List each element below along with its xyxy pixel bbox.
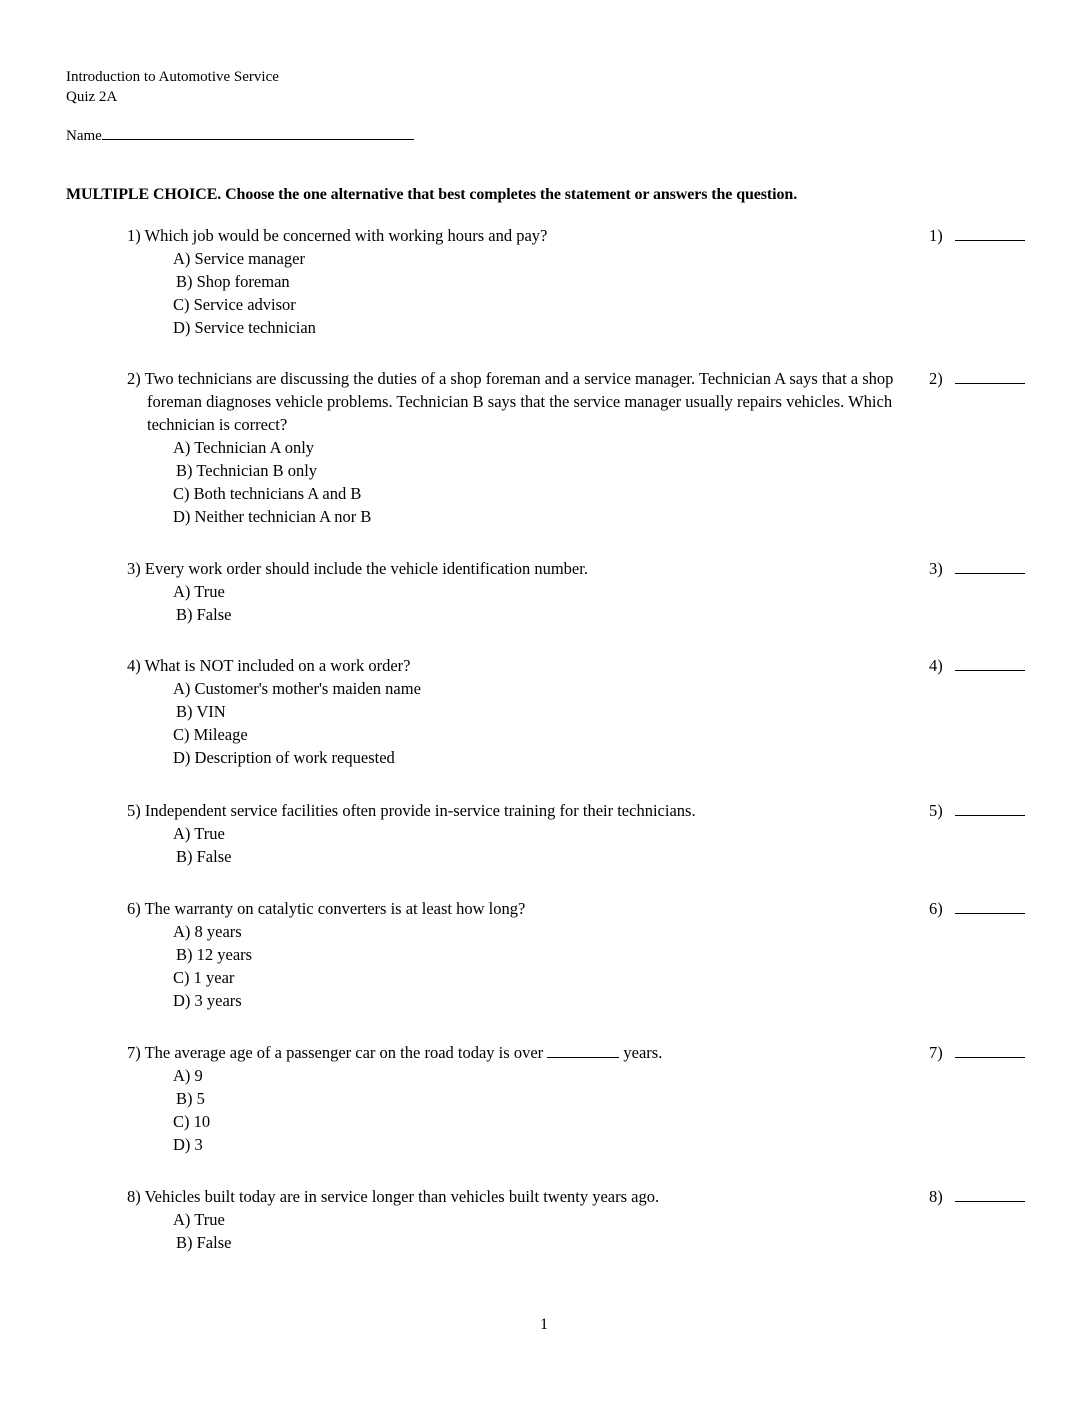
question-2 (127, 367, 1067, 528)
option-a: A) True (173, 1210, 225, 1229)
instructions: MULTIPLE CHOICE. Choose the one alternative that best completes the statement or answers the question. (66, 186, 798, 203)
question-stem (127, 1041, 927, 1064)
question-stem: 3) Every work order should include the vehicle identification number. (127, 559, 588, 578)
option-b: B) Shop foreman (176, 272, 290, 291)
fill-in-blank (547, 1043, 619, 1058)
option-d: D) Service technician (173, 318, 316, 337)
option-a: A) 9 (173, 1066, 203, 1085)
option-a: A) 8 years (173, 922, 242, 941)
answer-blank[interactable] (955, 815, 1025, 816)
answer-number: 3) (929, 559, 943, 578)
option-c: C) 10 (173, 1112, 211, 1131)
answer-blank[interactable] (955, 913, 1025, 914)
question-8 (127, 1185, 1067, 1254)
option-c: C) Service advisor (173, 295, 296, 314)
option-b: B) False (176, 847, 232, 866)
answer-number: 1) (929, 226, 943, 245)
option-a: A) Customer's mother's maiden name (173, 679, 421, 698)
quiz-title: Quiz 2A (66, 89, 118, 105)
option-c: C) 1 year (173, 968, 235, 987)
option-c: C) Mileage (173, 725, 248, 744)
answer-number: 5) (929, 801, 943, 820)
answer-blank[interactable] (955, 1201, 1025, 1202)
question-stem: 5) Independent service facilities often provide in-service training for their technicians. (127, 801, 696, 820)
course-title: Introduction to Automotive Service (66, 69, 279, 85)
question-7 (127, 1041, 1067, 1156)
answer-number: 6) (929, 899, 943, 918)
option-a: A) True (173, 824, 225, 843)
option-d: D) Neither technician A nor B (173, 507, 372, 526)
answer-number: 4) (929, 656, 943, 675)
question-1 (127, 224, 1067, 339)
option-b: B) False (176, 605, 232, 624)
option-b: B) VIN (176, 702, 226, 721)
answer-blank[interactable] (955, 573, 1025, 574)
option-a: A) True (173, 582, 225, 601)
option-d: D) 3 years (173, 991, 242, 1010)
option-d: D) Description of work requested (173, 748, 395, 767)
option-b: B) False (176, 1233, 232, 1252)
option-d: D) 3 (173, 1135, 203, 1154)
option-b: B) Technician B only (176, 461, 318, 480)
question-3 (127, 557, 1067, 626)
option-a: A) Service manager (173, 249, 305, 268)
name-field[interactable] (102, 125, 414, 140)
question-stem: 6) The warranty on catalytic converters is at least how long? (127, 899, 526, 918)
answer-blank[interactable] (955, 670, 1025, 671)
question-4 (127, 654, 1067, 769)
question-stem: 2) Two technicians are discussing the duties of a shop foreman and a service manager. Technician A says that a shop foreman diagnoses vehicle problems. Technician B says that the service manager usually repairs vehicles. Which technician is correct? (127, 369, 894, 434)
answer-blank[interactable] (955, 1057, 1025, 1058)
question-stem: 8) Vehicles built today are in service longer than vehicles built twenty years ago. (127, 1187, 660, 1206)
question-stem: 1) Which job would be concerned with working hours and pay? (127, 226, 548, 245)
option-a: A) Technician A only (173, 438, 315, 457)
question-stem: 4) What is NOT included on a work order? (127, 656, 411, 675)
page-number: 1 (540, 1316, 548, 1333)
option-b: B) 5 (176, 1089, 205, 1108)
answer-blank[interactable] (955, 383, 1025, 384)
answer-number: 8) (929, 1187, 943, 1206)
answer-number: 2) (929, 369, 943, 388)
answer-blank[interactable] (955, 240, 1025, 241)
option-c: C) Both technicians A and B (173, 484, 362, 503)
stem-before: 7) The average age of a passenger car on the road today is over (127, 1043, 544, 1062)
option-b: B) 12 years (176, 945, 253, 964)
stem-after: years. (623, 1043, 663, 1062)
question-5 (127, 799, 1067, 868)
name-field-row (66, 125, 414, 146)
answer-number: 7) (929, 1043, 943, 1062)
question-6 (127, 897, 1067, 1012)
name-label: Name (66, 128, 102, 144)
